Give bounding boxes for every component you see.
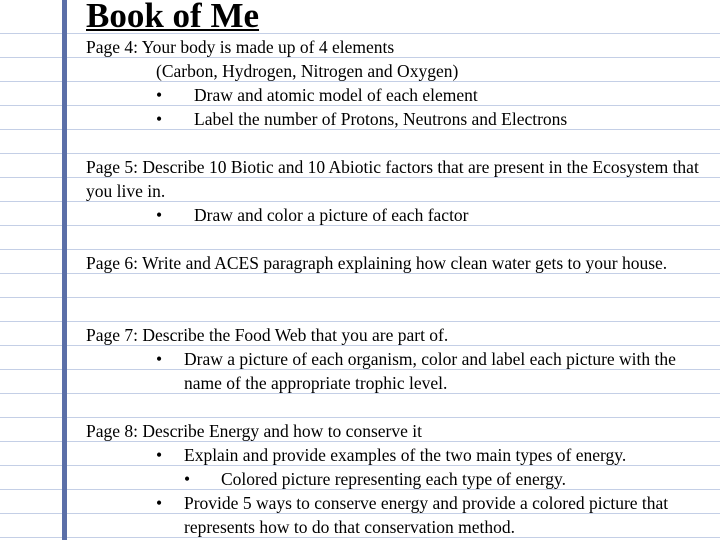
sub-list-item <box>86 467 714 491</box>
section-page-8 <box>86 419 714 539</box>
bullet-icon: • <box>156 109 163 129</box>
section-page-5 <box>86 155 714 227</box>
list-item-text: Label the number of Protons, Neutrons and Electrons <box>194 109 568 129</box>
section-heading: Page 8: Describe Energy and how to conserve it <box>86 421 422 441</box>
list-item-text: Provide 5 ways to conserve energy and provide a colored picture that represents how to do that conservation method. <box>184 493 669 537</box>
list-item <box>86 443 714 467</box>
section-heading: Page 6: Write and ACES paragraph explaining how clean water gets to your house. <box>86 253 668 273</box>
list-item-text: Draw and color a picture of each factor <box>194 205 469 225</box>
bullet-icon: • <box>156 85 163 105</box>
bullet-icon: • <box>184 469 191 489</box>
list-item <box>86 347 714 395</box>
list-item <box>86 203 714 227</box>
sub-list-item-text: Colored picture representing each type of energy. <box>221 469 567 489</box>
bullet-icon: • <box>156 445 163 465</box>
section-heading: Page 7: Describe the Food Web that you are part of. <box>86 325 449 345</box>
list-item-text: Explain and provide examples of the two main types of energy. <box>184 445 627 465</box>
list-item <box>86 491 714 539</box>
list-item <box>86 107 714 131</box>
list-item-text: Draw a picture of each organism, color and label each picture with the name of the appropriate trophic level. <box>184 349 676 393</box>
bullet-icon: • <box>156 349 163 369</box>
section-page-4 <box>86 35 714 131</box>
notebook-margin-line <box>62 0 67 540</box>
page-title: Book of Me <box>86 0 260 35</box>
list-item-text: Draw and atomic model of each element <box>194 85 478 105</box>
bullet-icon: • <box>156 493 163 513</box>
list-item <box>86 83 714 107</box>
bullet-icon: • <box>156 205 163 225</box>
section-subline: (Carbon, Hydrogen, Nitrogen and Oxygen) <box>156 61 459 81</box>
section-heading: Page 5: Describe 10 Biotic and 10 Abiotic factors that are present in the Ecosystem that you live in. <box>86 157 699 201</box>
section-heading: Page 4: Your body is made up of 4 elements <box>86 37 395 57</box>
section-page-6 <box>86 251 714 275</box>
section-page-7 <box>86 323 714 395</box>
